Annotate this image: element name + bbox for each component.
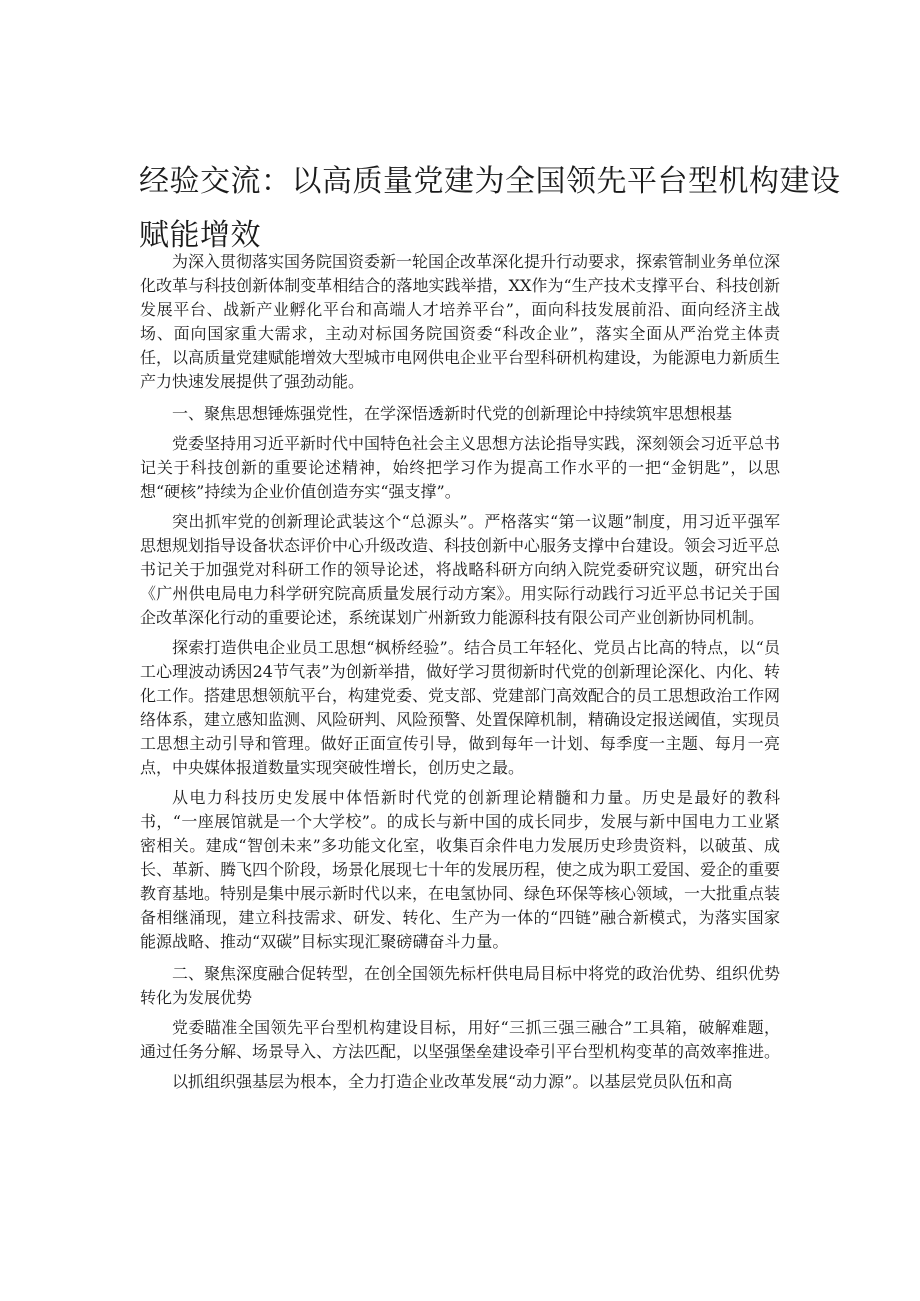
body-paragraph: 党委坚持用习近平新时代中国特色社会主义思想方法论指导实践，深刻领会习近平总书记关于科技创新的重要论述精神，始终把学习作为提高工作水平的一把“金钥匙”，以思想“硬核”持续为企业价值创造夯实“强支撑”。 [140, 434, 781, 501]
section-heading-1: 一、聚焦思想锤炼强党性，在学深悟透新时代党的创新理论中持续筑牢思想根基 [172, 404, 733, 423]
title-line-2: 赋能增效 [139, 218, 261, 254]
body-paragraph: 探索打造供电企业员工思想“枫桥经验”。结合员工年轻化、党员占比高的特点，以“员工心理波动诱因24节气表”为创新举措，做好学习贯彻新时代党的创新理论深化、内化、转化工作。搭建思想领航平台，构建党委、党支部、党建部门高效配合的员工思想政治工作网络体系，建立感知监测、风险研判、风险预警、处置保障机制，精确设定报送阈值，实现员工思想主动引导和管理。做好正面宣传引导，做到每年一计划、每季度一主题、每月一亮点，中央媒体报道数量实现突破性增长，创历史之最。 [140, 638, 781, 777]
document-title [139, 160, 841, 258]
body-paragraph: 以抓组织强基层为根本，全力打造企业改革发展“动力源”。以基层党员队伍和高 [172, 1072, 733, 1091]
document-body [140, 250, 780, 1094]
body-paragraph: 党委瞄准全国领先平台型机构建设目标，用好“三抓三强三融合”工具箱，破解难题，通过任务分解、场景导入、方法匹配，以坚强堡垒建设牵引平台型机构变革的高效率推进。 [140, 1018, 781, 1061]
title-line-1: 经验交流：以高质量党建为全国领先平台型机构建设 [139, 164, 841, 200]
body-paragraph: 突出抓牢党的创新理论武装这个“总源头”。严格落实“第一议题”制度，用习近平强军思想规划指导设备状态评价中心升级改造、科技创新中心服务支撑中台建设。领会习近平总书记关于加强党对科研工作的领导论述，将战略科研方向纳入院党委研究议题，研究出台《广州供电局电力科学研究院高质量发展行动方案》。用实际行动践行习近平总书记关于国企改革深化行动的重要论述，系统谋划广州新致力能源科技有限公司产业创新协同机制。 [140, 512, 781, 627]
body-paragraph: 从电力科技历史发展中体悟新时代党的创新理论精髓和力量。历史是最好的教科书，“一座展馆就是一个大学校”。的成长与新中国的成长同步，发展与新中国电力工业紧密相关。建成“智创未来”多功能文化室，收集百余件电力发展历史珍贵资料，以破茧、成长、革新、腾飞四个阶段，场景化展现七十年的发展历程，使之成为职工爱国、爱企的重要教育基地。特别是集中展示新时代以来，在电氢协同、绿色环保等核心领域，一大批重点装备相继涌现，建立科技需求、研发、转化、生产为一体的“四链”融合新模式，为落实国家能源战略、推动“双碳”目标实现汇聚磅礴奋斗力量。 [140, 788, 781, 951]
intro-paragraph: 为深入贯彻落实国务院国资委新一轮国企改革深化提升行动要求，探索管制业务单位深化改革与科技创新体制变革相结合的落地实践举措，XX作为“生产技术支撑平台、科技创新发展平台、战新产业孵化平台和高端人才培养平台”，面向科技发展前沿、面向经济主战场、面向国家重大需求，主动对标国务院国资委“科改企业”，落实全面从严治党主体责任，以高质量党建赋能增效大型城市电网供电企业平台型科研机构建设，为能源电力新质生产力快速发展提供了强劲动能。 [140, 252, 781, 391]
section-heading-2: 二、聚焦深度融合促转型，在创全国领先标杆供电局目标中将党的政治优势、组织优势转化为发展优势 [140, 964, 781, 1007]
